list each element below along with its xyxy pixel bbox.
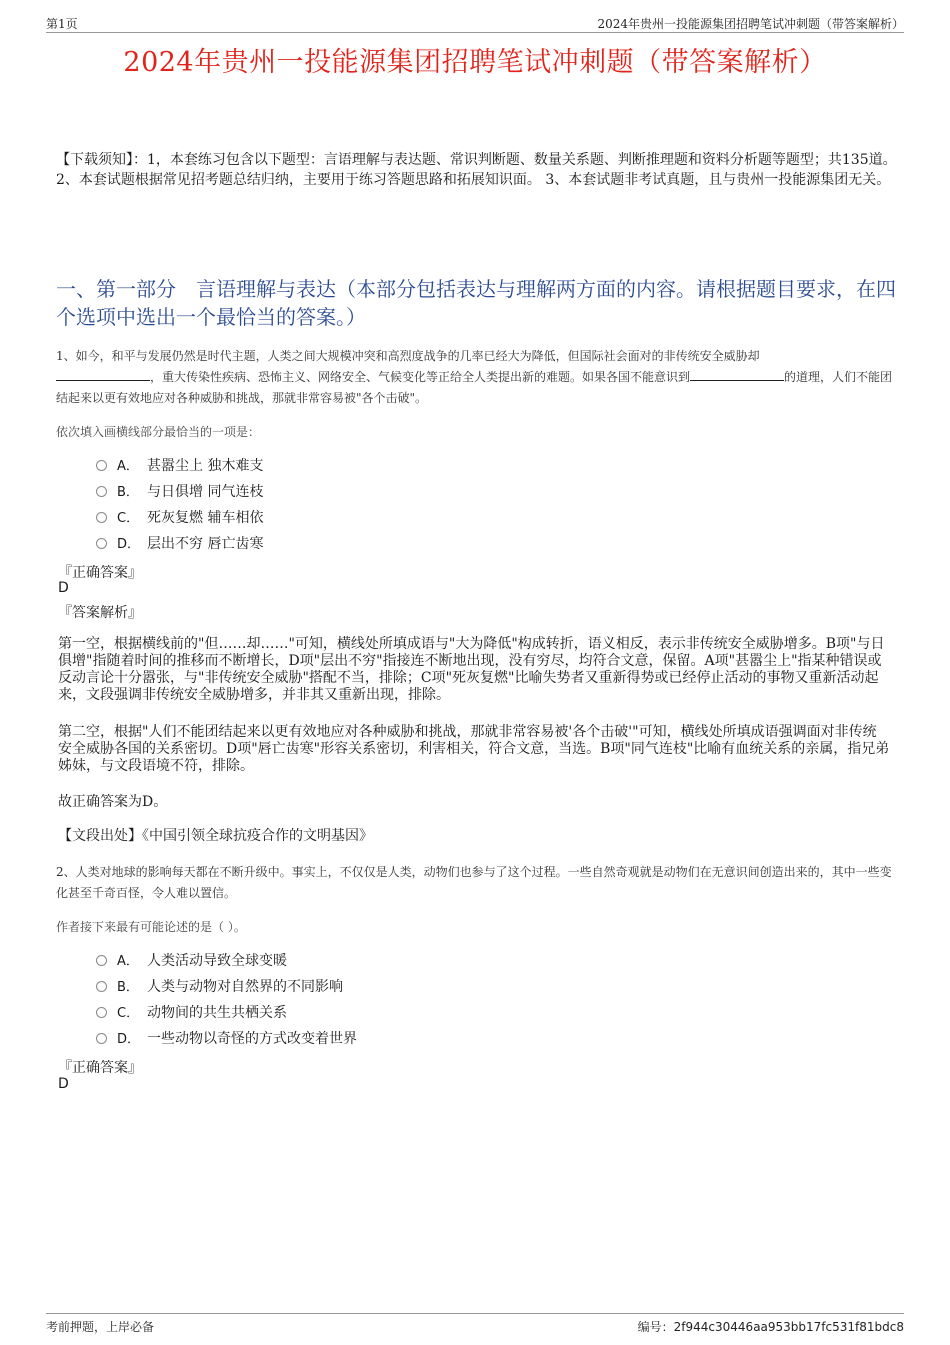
question-1-text-a: 1、如今，和平与发展仍然是时代主题，人类之间大规模冲突和高烈度战争的几率已经大为降低，但国际社会面对的非传统安全威胁却 <box>56 349 760 363</box>
question-2-option-b[interactable]: B． 人类与动物对自然界的不同影响 <box>96 977 343 997</box>
page-footer <box>46 1313 904 1336</box>
question-1-option-d[interactable]: D． 层出不穷 唇亡齿寒 <box>96 534 263 554</box>
radio-icon[interactable] <box>96 512 107 523</box>
document-title: 2024年贵州一投能源集团招聘笔试冲刺题（带答案解析） <box>123 47 827 78</box>
text-source: 【文段出处】《中国引领全球抗疫合作的文明基因》 <box>58 828 373 844</box>
question-1-option-a[interactable]: A． 甚嚣尘上 独木难支 <box>96 456 263 476</box>
analysis-paragraph-1: 第一空，根据横线前的"但……却……"可知，横线处所填成语与"大为降低"构成转折，语义相反，表示非传统安全威胁增多。B项"与日俱增"指随着时间的推移而不断增长，D项"层出不穷"指接连不断地出现，没有穷尽，均符合文意，保留。A项"甚嚣尘上"指某种错误或反动言论十分嚣张，与"非传统安全威胁"搭配不当，排除；C项"死灰复燃"比喻失势者又重新得势或已经停止活动的事物又重新活动起来，文段强调非传统安全威胁增多，并非其又重新出现，排除。 <box>58 636 885 703</box>
question-2-text: 2、人类对地球的影响每天都在不断升级中。事实上，不仅仅是人类，动物们也参与了这个过程。一些自然奇观就是动物们在无意识间创造出来的，其中一些变化甚至千奇百怪，令人难以置信。 <box>56 865 892 900</box>
radio-icon[interactable] <box>96 1033 107 1044</box>
question-1-text-b: ，重大传染性疾病、恐怖主义、网络安全、气候变化等正给全人类提出新的难题。如果各国不能意识到 <box>150 370 691 384</box>
correct-answer-label: 『正确答案』 <box>58 1060 142 1076</box>
radio-icon[interactable] <box>96 538 107 549</box>
footer-slogan: 考前押题，上岸必备 <box>46 1320 155 1334</box>
question-1-text <box>56 346 900 409</box>
footer-code-value: 2f944c30446aa953bb17fc531f81bdc8 <box>673 1320 904 1334</box>
question-2-option-c[interactable]: C． 动物间的共生共栖关系 <box>96 1003 287 1023</box>
page-number-label: 第1页 <box>46 17 78 31</box>
section-title: 一、第一部分 言语理解与表达（本部分包括表达与理解两方面的内容。请根据题目要求，在四个选项中选出一个最恰当的答案。） <box>56 277 896 329</box>
question-1-text-c: 的道理，人们不能团结起来以更有效地应对各种威胁和挑战，那就非常容易被"各个击破"。 <box>56 370 893 405</box>
correct-answer-value: D <box>58 580 69 596</box>
question-2-prompt: 作者接下来最有可能论述的是（ ）。 <box>56 920 246 934</box>
radio-icon[interactable] <box>96 1007 107 1018</box>
radio-icon[interactable] <box>96 486 107 497</box>
question-2-option-d[interactable]: D． 一些动物以奇怪的方式改变着世界 <box>96 1029 357 1049</box>
radio-icon[interactable] <box>96 981 107 992</box>
question-1-prompt: 依次填入画横线部分最恰当的一项是： <box>56 425 261 439</box>
blank-1 <box>56 368 150 381</box>
analysis-conclusion: 故正确答案为D。 <box>58 794 168 810</box>
correct-answer-value: D <box>58 1076 69 1092</box>
analysis-label: 『答案解析』 <box>58 605 142 621</box>
blank-2 <box>690 368 784 381</box>
download-notice: 【下载须知】：1，本套练习包含以下题型：言语理解与表达题、常识判断题、数量关系题、判断推理题和资料分析题等题型；共135道。 2、本套试题根据常见招考题总结归纳，主要用于练习答题思路和拓展知识面。 3、本套试题非考试真题，且与贵州一投能源集团无关。 <box>56 152 897 188</box>
question-1-option-b[interactable]: B． 与日俱增 同气连枝 <box>96 482 263 502</box>
header-doc-title: 2024年贵州一投能源集团招聘笔试冲刺题（带答案解析） <box>597 17 904 31</box>
analysis-paragraph-2: 第二空，根据"人们不能团结起来以更有效地应对各种威胁和挑战，那就非常容易被'各个击破'"可知，横线处所填成语强调面对非传统安全威胁各国的关系密切。D项"唇亡齿寒"形容关系密切，利害相关，符合文意，当选。B项"同气连枝"比喻有血统关系的亲属，指兄弟姊妹，与文段语境不符，排除。 <box>58 724 890 774</box>
radio-icon[interactable] <box>96 955 107 966</box>
footer-code <box>638 1318 904 1335</box>
radio-icon[interactable] <box>96 460 107 471</box>
page-header <box>46 12 904 33</box>
footer-code-label: 编号： <box>637 1320 674 1334</box>
correct-answer-label: 『正确答案』 <box>58 565 142 581</box>
question-1-option-c[interactable]: C． 死灰复燃 辅车相依 <box>96 508 263 528</box>
question-2-option-a[interactable]: A． 人类活动导致全球变暖 <box>96 951 287 971</box>
